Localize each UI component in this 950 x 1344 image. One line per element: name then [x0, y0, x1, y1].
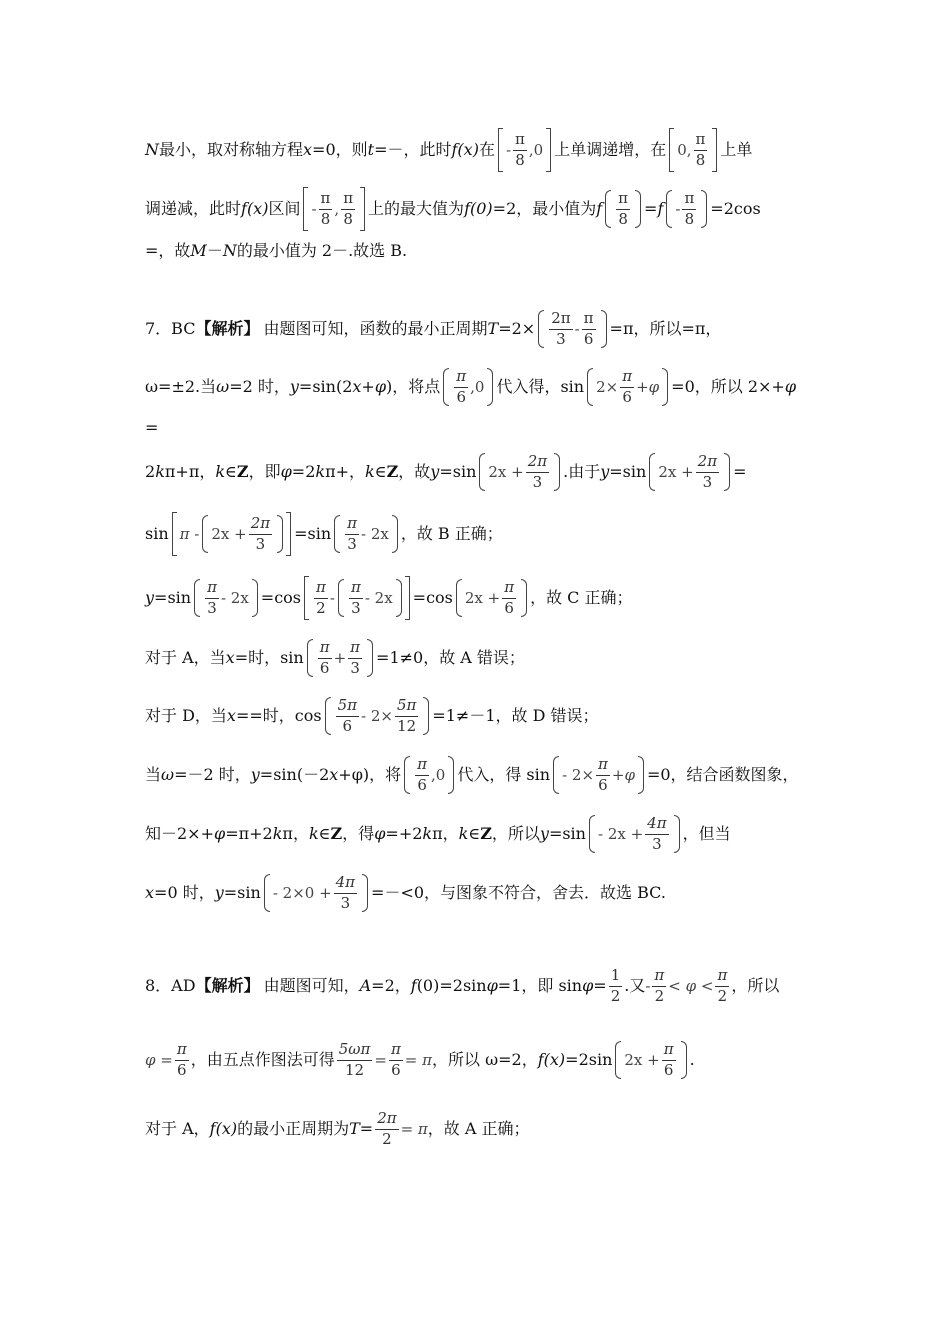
text: 2	[145, 462, 156, 481]
text: π，	[282, 824, 309, 843]
fraction: $\frac{\pi}{6}$	[390, 1039, 401, 1079]
fraction: $\frac{\pi}{6}$	[663, 1039, 674, 1079]
var-y: y	[289, 377, 299, 396]
p7-line-11	[145, 874, 810, 912]
var-omega: ω	[161, 765, 175, 784]
var-x: x	[303, 140, 313, 159]
text: 上单	[720, 140, 753, 159]
func-fx: f(x)	[537, 1050, 566, 1069]
text: =	[359, 1119, 374, 1139]
func-fx: f(x)	[209, 1119, 238, 1139]
fraction: $\frac{\pi}{3}$	[350, 637, 361, 677]
fraction: $\frac{2\pi}{2}$	[377, 1109, 397, 1148]
text: ，由五点作图法可得	[190, 1050, 335, 1069]
p7-line-7	[145, 639, 810, 677]
text: .又	[624, 976, 646, 996]
p6-line-1	[145, 128, 810, 172]
var-k: k	[422, 824, 433, 843]
text: ，故	[398, 462, 431, 481]
text: =2sin	[565, 1050, 613, 1069]
var-T: T	[349, 1119, 360, 1139]
var-x: x	[145, 883, 155, 902]
paren-group: 5π 6 - 2× $\frac{5\pi}{12}$	[325, 697, 430, 735]
text: =cos	[260, 588, 302, 607]
var-N: N	[222, 241, 237, 260]
set-Z: Z	[236, 462, 249, 481]
fraction: $\frac{5\pi}{12}$	[396, 695, 417, 735]
paren-group: - 2× $\frac{\pi}{6}$ +φ	[553, 756, 644, 794]
text: =－2 时，	[174, 765, 251, 784]
p7-line-10	[145, 815, 810, 853]
text: =	[733, 462, 747, 481]
fraction: $\frac{2\pi}{3}$	[697, 451, 718, 491]
paren-group: - 2×0 + $\frac{4\pi}{3}$	[264, 874, 368, 912]
text: －	[206, 241, 223, 260]
text: 对于 A，	[145, 1119, 210, 1139]
paren-group: 2x + $\frac{2\pi}{3}$	[479, 453, 560, 491]
text: =2，	[371, 976, 411, 996]
text: =0，则	[312, 140, 368, 159]
fraction: π 6	[417, 754, 428, 794]
text: =sin(－2	[259, 765, 330, 784]
text: ，即	[248, 462, 281, 481]
var-T: T	[487, 319, 499, 338]
fraction: $\frac{1}{2}$	[610, 966, 621, 1005]
text: +	[361, 377, 375, 396]
fraction: $\frac{4\pi}{3}$	[647, 813, 667, 853]
text: =1，即 sin	[497, 976, 583, 996]
fraction: π 8	[618, 188, 629, 228]
text: =	[145, 418, 159, 437]
var-N: N	[145, 140, 159, 159]
paren-group: 2x + $\frac{\pi}{6}$	[456, 579, 527, 617]
p7-line-1	[145, 310, 810, 348]
p7-line-5	[145, 512, 810, 556]
paren-group: π 6 ,0	[443, 368, 493, 406]
fraction: $\frac{2\pi}{3}$	[527, 451, 548, 491]
fraction: π 3	[347, 513, 357, 553]
text: ∈	[374, 462, 387, 481]
fraction: π 6	[456, 366, 467, 406]
text: ，故 C 正确；	[530, 588, 633, 607]
text: 上的最大值为	[368, 199, 465, 218]
paren-group: π 6 ,0	[404, 756, 454, 794]
text: sin	[145, 524, 169, 543]
analysis-label: 【解析】	[195, 976, 260, 996]
text: 代入得，sin	[496, 377, 585, 396]
text: =1≠－1，故 D 错误；	[432, 706, 599, 725]
text: .由于	[563, 462, 601, 481]
text: =sin	[154, 588, 192, 607]
text: ω=±2.当	[145, 377, 217, 396]
text: =0，所以 2×+	[671, 377, 785, 396]
var-A: A	[359, 976, 372, 996]
fraction: $\frac{\pi}{6}$	[504, 577, 515, 617]
text: ，所以	[491, 824, 540, 843]
var-phi: φ	[374, 377, 387, 396]
var-phi: φ	[214, 824, 226, 843]
var-k: k	[308, 824, 319, 843]
text: π，	[432, 824, 459, 843]
text: 对于 D，当	[145, 706, 227, 725]
var-x: x	[352, 377, 362, 396]
paren-group: π 3 - 2x	[334, 515, 398, 553]
text: =+2	[385, 824, 423, 843]
text: =π，所以=π，	[609, 319, 722, 338]
text: =sin(2	[298, 377, 353, 396]
set-Z: Z	[330, 824, 343, 843]
text: π+，	[325, 462, 366, 481]
fraction: π 8	[515, 129, 525, 169]
func-fx: f(x)	[451, 140, 479, 159]
text: ，但当	[682, 824, 731, 843]
text: )，将点	[386, 377, 441, 396]
fraction: 2π 3	[551, 308, 571, 348]
text: 知－2×+	[145, 824, 214, 843]
fraction: π 3	[350, 577, 361, 617]
text: =2cos	[710, 199, 761, 218]
text: ∈	[468, 824, 481, 843]
text: =2，最小值为	[492, 199, 597, 218]
var-y: y	[430, 462, 440, 481]
paren-group: π 6 + $\frac{\pi}{3}$	[307, 639, 373, 677]
var-k: k	[272, 824, 283, 843]
var-phi: φ	[784, 377, 797, 396]
text: ，故 B 正确；	[400, 524, 503, 543]
text: =sin	[439, 462, 477, 481]
text: .	[689, 1050, 695, 1069]
var-y: y	[214, 883, 224, 902]
paren-group: 2x + $\frac{\pi}{6}$	[615, 1041, 686, 1079]
var-phi: φ	[486, 976, 498, 996]
text: ，所以 ω=2，	[432, 1050, 538, 1069]
text: =－<0，与图象不符合，舍去．故选 BC.	[371, 883, 666, 902]
text: =sin	[548, 824, 586, 843]
p7-line-9	[145, 756, 810, 794]
fraction: π 6	[583, 308, 594, 348]
p6-line-3	[145, 243, 810, 259]
paren-group	[605, 190, 641, 228]
paren-group: 2× $\frac{\pi}{6}$ +φ	[587, 368, 668, 406]
paren-group: 2π 3 - π 6	[538, 310, 606, 348]
text: 的最小正周期为	[237, 1119, 350, 1139]
func-f: f	[657, 199, 664, 218]
text: ，得	[342, 824, 375, 843]
text: +φ)，将	[338, 765, 402, 784]
var-omega: ω	[216, 377, 230, 396]
var-M: M	[190, 241, 207, 260]
text: =	[593, 976, 607, 996]
text: 代入，得 sin	[457, 765, 551, 784]
text: =－，此时	[374, 140, 452, 159]
p7-line-4	[145, 453, 810, 491]
var-phi: φ	[374, 824, 386, 843]
fraction: $\frac{5\omega\pi}{12}$	[338, 1039, 371, 1079]
var-y: y	[600, 462, 610, 481]
set-Z: Z	[386, 462, 399, 481]
var-t: t	[367, 140, 375, 159]
p7-line-6	[145, 576, 810, 620]
func-f0: f(0)	[464, 199, 493, 218]
text: ∈	[318, 824, 331, 843]
fraction: π 6	[319, 637, 330, 677]
text: ==时，cos	[235, 706, 322, 725]
text: =2 时，	[229, 377, 290, 396]
interval-bracket: - π 8 , π 8	[303, 187, 365, 231]
var-k: k	[215, 462, 226, 481]
text: =sin	[294, 524, 332, 543]
paren-group: - π 8	[666, 190, 707, 228]
p6-line-2	[145, 187, 810, 231]
equals: =	[374, 1050, 387, 1069]
analysis-label: 【解析】	[195, 319, 260, 338]
text: =sin	[609, 462, 647, 481]
text: =时，sin	[234, 648, 304, 667]
fraction: π 8	[684, 188, 695, 228]
fraction: π 3	[207, 577, 217, 617]
text: 当	[145, 765, 162, 784]
var-y: y	[539, 824, 549, 843]
fraction: $\frac{\pi}{6}$	[598, 754, 608, 794]
text: 的最小值为 2－.故选 B.	[236, 241, 408, 260]
bracket-group: π - 2x + $\frac{2\pi}{3}$	[172, 512, 291, 556]
problem-number: 8．AD	[145, 976, 196, 996]
text: 在	[478, 140, 495, 159]
fraction: $\frac{2\pi}{3}$	[250, 513, 271, 553]
var-k: k	[155, 462, 165, 481]
text: 由题图可知，	[263, 976, 360, 996]
fraction: π 8	[343, 188, 354, 228]
problem-number: 7．BC	[145, 319, 196, 338]
text: =2	[291, 462, 316, 481]
p7-line-2	[145, 368, 810, 406]
func-f: f	[596, 199, 603, 218]
var-y: y	[145, 588, 155, 607]
text: ∈	[225, 462, 237, 481]
text: =cos	[412, 588, 453, 607]
fraction: $\frac{\pi}{6}$	[622, 366, 633, 406]
bracket-group: π 2 - π 3 - 2x	[304, 576, 410, 620]
interval-bracket: 0, π 8	[669, 128, 717, 172]
var-k: k	[365, 462, 375, 481]
var-x: x	[329, 765, 339, 784]
fraction: π 8	[695, 129, 706, 169]
paren-group: - 2x + $\frac{4\pi}{3}$	[589, 815, 680, 853]
fraction: π 8	[320, 188, 331, 228]
p8-line-3	[145, 1111, 810, 1148]
fraction: π 2	[654, 966, 665, 1005]
text: (0)=2sin	[416, 976, 487, 996]
text: ，故 A 正确；	[427, 1119, 530, 1139]
fraction: 5π 6	[337, 695, 357, 735]
var-phi: φ	[280, 462, 292, 481]
text: π+π，	[164, 462, 216, 481]
text: 最小，取对称轴方程	[159, 140, 304, 159]
text: =	[644, 199, 658, 218]
text: 由题图可知，函数的最小正周期	[263, 319, 488, 338]
p8-line-2	[145, 1041, 810, 1079]
text: 对于 A，当	[145, 648, 226, 667]
p7-line-8	[145, 697, 810, 735]
func-f: f	[410, 976, 417, 996]
text: =2×	[498, 319, 536, 338]
p7-line-3	[145, 420, 810, 436]
var-x: x	[226, 706, 236, 725]
minus: -	[645, 976, 651, 995]
text: =sin	[223, 883, 261, 902]
inequality: < φ <	[668, 976, 714, 995]
paren-group: 2x + $\frac{2\pi}{3}$	[649, 453, 730, 491]
var-phi: φ	[582, 976, 594, 996]
var-x: x	[225, 648, 235, 667]
var-y: y	[250, 765, 260, 784]
text: =，故	[145, 241, 191, 260]
equals-pi: = π	[400, 1119, 428, 1138]
equals-pi: = π	[404, 1050, 432, 1069]
fraction: π 2	[316, 577, 326, 617]
text: =0 时，	[154, 883, 215, 902]
text: 上单调递增，在	[554, 140, 667, 159]
text: 调递减，此时	[145, 199, 242, 218]
fraction: $\frac{\pi}{6}$	[176, 1039, 187, 1079]
text: =π+2	[225, 824, 273, 843]
var-k: k	[315, 462, 326, 481]
fraction: π 2	[717, 966, 728, 1005]
text: =0，结合函数图象，	[646, 765, 799, 784]
text: =1≠0，故 A 错误；	[376, 648, 525, 667]
var-k: k	[458, 824, 469, 843]
interval-bracket: - π 8 ,0	[498, 128, 551, 172]
text: 区间	[268, 199, 301, 218]
func-fx: f(x)	[241, 199, 269, 218]
p8-line-1	[145, 968, 810, 1005]
phi-eq: φ =	[145, 1050, 173, 1069]
text: ，所以	[731, 976, 780, 996]
paren-group: π 3 - 2x	[194, 579, 258, 617]
set-Z: Z	[480, 824, 492, 843]
fraction: $\frac{4\pi}{3}$	[335, 872, 356, 912]
